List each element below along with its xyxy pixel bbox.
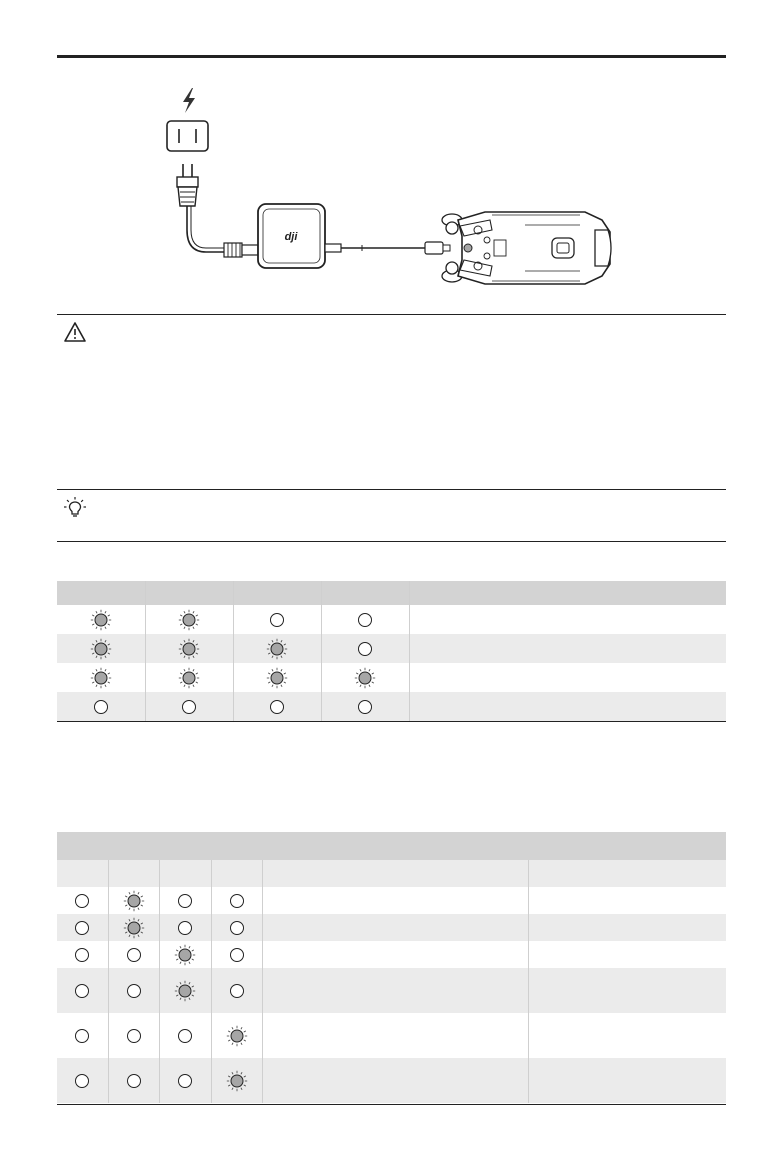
led-cell [233,605,321,634]
led-cell [57,1013,108,1058]
lightbulb-icon [63,496,87,520]
top-rule [57,55,726,58]
table-row [57,914,726,941]
led-off-icon [174,917,196,939]
header-remark [528,860,726,887]
led-off-icon [174,890,196,912]
header-led2 [145,581,233,605]
led-off-icon [71,1070,93,1092]
table-row [57,1058,726,1103]
description-cell [409,663,726,692]
table-row [57,1013,726,1058]
led-on-icon [178,667,200,689]
led-cell [159,914,211,941]
led-cell [108,1058,159,1103]
led-cell [321,692,409,721]
led-off-icon [71,1025,93,1047]
header-led2 [108,860,159,887]
remark-cell [528,1013,726,1058]
header-led4 [321,581,409,605]
led-cell [211,968,262,1013]
led-on-icon [266,638,288,660]
led-cell [57,663,145,692]
led-cell [159,1058,211,1103]
description-cell [409,692,726,721]
header-led4 [211,860,262,887]
led-cell [145,634,233,663]
led-off-icon [226,917,248,939]
led-cell [145,605,233,634]
led-cell [211,1058,262,1103]
section-rule [57,541,726,542]
header-led1 [57,860,108,887]
table-header-row [57,860,726,887]
led-on-icon [174,944,196,966]
header-description [409,581,726,605]
led-off-icon [226,944,248,966]
led-cell [321,634,409,663]
led-off-icon [354,638,376,660]
description-cell [262,968,528,1013]
led-cell [321,605,409,634]
warning-triangle-icon [63,321,87,343]
led-cell [145,692,233,721]
led-cell [211,941,262,968]
led-off-icon [71,890,93,912]
led-off-icon [226,980,248,1002]
led-on-icon [123,890,145,912]
led-on-icon [226,1025,248,1047]
header-led1 [57,581,145,605]
header-led3 [233,581,321,605]
warning-rule [57,314,726,315]
remark-cell [528,1058,726,1103]
led-cell [57,692,145,721]
led-off-icon [123,944,145,966]
table-row [57,887,726,914]
led-off-icon [266,609,288,631]
led-off-icon [354,696,376,718]
table1-bottom-rule [57,721,726,722]
table-row [57,941,726,968]
description-cell [262,941,528,968]
led-on-icon [266,667,288,689]
led-off-icon [226,890,248,912]
power-outlet-icon [167,121,208,151]
table2-bottom-rule [57,1104,726,1105]
led-off-icon [178,696,200,718]
led-off-icon [123,1025,145,1047]
led-cell [57,968,108,1013]
remark-cell [528,914,726,941]
led-off-icon [174,1070,196,1092]
header-led3 [159,860,211,887]
description-cell [409,605,726,634]
led-cell [57,941,108,968]
description-cell [262,1058,528,1103]
led-cell [159,1013,211,1058]
led-on-icon [90,667,112,689]
tip-rule [57,489,726,490]
drone-icon [442,212,611,284]
svg-text:dji: dji [284,231,298,243]
led-on-icon [226,1070,248,1092]
header-item [262,860,528,887]
led-on-icon [178,638,200,660]
table-title-cell [57,832,726,860]
led-on-icon [174,980,196,1002]
description-cell [262,1013,528,1058]
led-cell [108,887,159,914]
led-on-icon [354,667,376,689]
plug-icon [177,164,198,206]
led-on-icon [178,609,200,631]
description-cell [262,887,528,914]
lightning-icon [183,88,195,113]
led-cell [233,634,321,663]
led-cell [57,1058,108,1103]
table-title-row [57,832,726,860]
led-cell [159,941,211,968]
table-row [57,605,726,634]
table-row [57,692,726,721]
led-cell [108,1013,159,1058]
table-row [57,663,726,692]
remark-cell [528,887,726,914]
charging-illustration [140,80,630,300]
led-off-icon [123,1070,145,1092]
led-cell [108,968,159,1013]
led-off-icon [71,944,93,966]
led-off-icon [354,609,376,631]
led-on-icon [90,609,112,631]
led-off-icon [123,980,145,1002]
led-cell [145,663,233,692]
led-off-icon [71,980,93,1002]
led-cell [57,605,145,634]
remark-cell [528,941,726,968]
led-cell [211,914,262,941]
led-cell [108,914,159,941]
remark-cell [528,968,726,1013]
led-off-icon [266,696,288,718]
led-cell [211,887,262,914]
table-row [57,634,726,663]
battery-level-table [57,581,726,721]
table-row [57,968,726,1013]
led-cell [108,941,159,968]
protection-table [57,832,726,1103]
led-cell [321,663,409,692]
led-cell [233,663,321,692]
description-cell [409,634,726,663]
led-cell [57,634,145,663]
led-cell [233,692,321,721]
led-on-icon [90,638,112,660]
led-on-icon [123,917,145,939]
description-cell [262,914,528,941]
led-off-icon [90,696,112,718]
led-off-icon [71,917,93,939]
led-cell [57,914,108,941]
led-cell [211,1013,262,1058]
led-cell [57,887,108,914]
led-cell [159,887,211,914]
charger-icon [258,204,325,268]
led-off-icon [174,1025,196,1047]
led-cell [159,968,211,1013]
table-header-row [57,581,726,605]
